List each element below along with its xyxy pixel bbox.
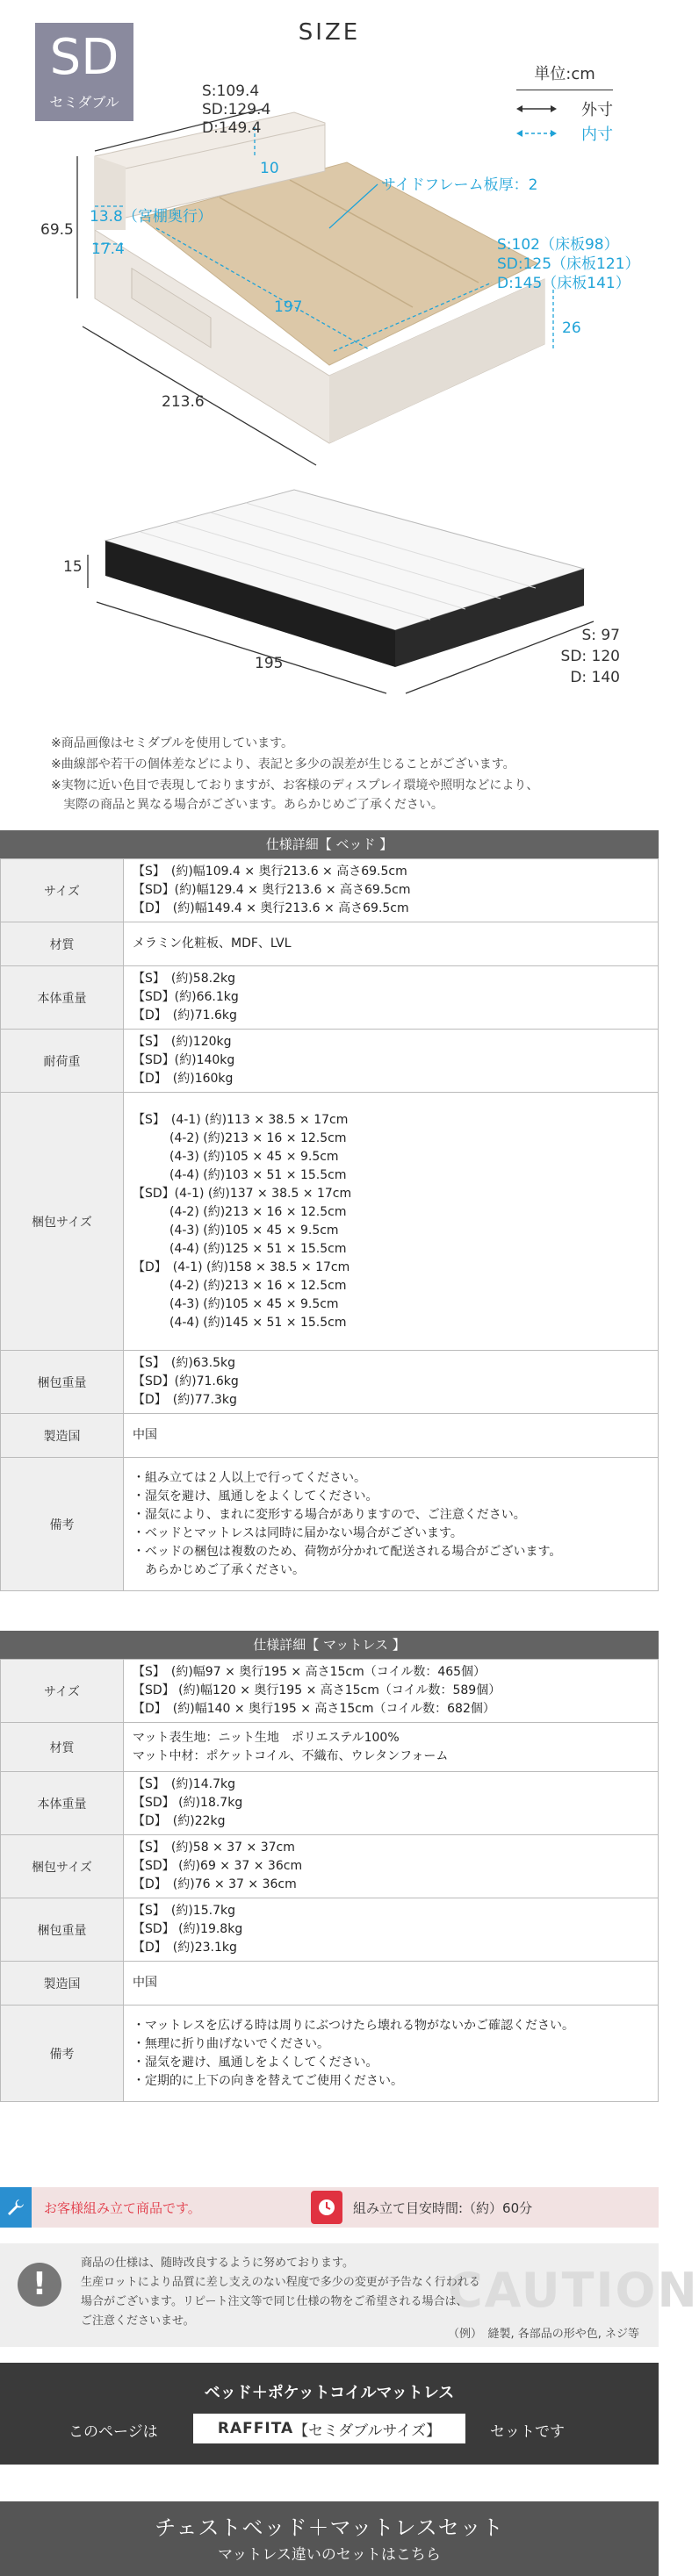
set-band-product [193,2414,465,2443]
spec-value-line: ・湿気を避け、風通しをよくしてください。 [133,1489,378,1503]
spec-row [1,1660,659,1723]
shelf-depth-dim: 13.8（宮棚奥行） [90,208,213,226]
spec-value-line: 【D】 (約)160kg [133,1072,234,1086]
unit-label: 単位:cm [516,61,613,90]
spec-value-line: 【S】 (約)幅97 × 奥行195 × 高さ15cm（コイル数：465個） [133,1665,486,1679]
spec-value-line: 【D】 (約)76 × 37 × 36cm [133,1877,297,1891]
spec-row [1,2006,659,2102]
caution-box [0,2243,699,2347]
spec-value [124,1723,659,1772]
spec-key: 製造国 [1,1962,124,2006]
spec-value-line: 【D】 (約)77.3kg [133,1393,237,1407]
spec-value [124,1660,659,1723]
spec-value [124,1458,659,1591]
spec-value-line: 【D】 (約)22kg [133,1814,226,1828]
mattress-spec-heading: 仕様詳細【 マットレス 】 [0,1631,659,1659]
spec-value [124,1414,659,1458]
spec-value-line: 【D】 (約)幅140 × 奥行195 × 高さ15cm（コイル数：682個） [133,1702,495,1716]
spec-value [124,1351,659,1414]
spec-row [1,966,659,1030]
spec-key: 梱包重量 [1,1351,124,1414]
spec-key: 梱包サイズ [1,1093,124,1351]
spec-value-line: 【SD】(約)71.6kg [133,1374,239,1388]
spec-value-line: 【S】 (約)58.2kg [133,972,235,986]
exclamation-icon: ! [18,2263,61,2307]
spec-value-line: (4-2) (約)213 × 16 × 12.5cm [133,1130,347,1145]
spec-value-line: 【D】 (約)幅149.4 × 奥行213.6 × 高さ69.5cm [133,901,409,915]
spec-value-line: メラミン化粧板、MDF、LVL [133,936,292,951]
spec-value-line: 【SD】(4-1) (約)137 × 38.5 × 17cm [133,1186,352,1201]
mattress-length-dim: 195 [255,655,284,672]
set-band [0,2363,659,2465]
spec-row [1,1093,659,1351]
size-badge-code: SD [49,29,119,86]
spec-value-line: 【S】 (4-1) (約)113 × 38.5 × 17cm [133,1112,349,1127]
spec-value-line: 【D】 (約)71.6kg [133,1008,237,1023]
spec-value-line: 【SD】 (約)18.7kg [133,1796,243,1810]
spec-value [124,1772,659,1835]
spec-key: 梱包重量 [1,1898,124,1962]
bed-length-dim: 213.6 [162,393,205,411]
spec-value-line: 【SD】(約)幅129.4 × 奥行213.6 × 高さ69.5cm [133,883,411,897]
spec-row [1,1898,659,1962]
spec-value [124,922,659,966]
spec-row [1,1962,659,2006]
spec-value-line: 【SD】 (約)19.8kg [133,1922,243,1936]
spec-value-line: ・無理に折り曲げないでください。 [133,2036,329,2051]
spec-value-line: 【S】 (約)58 × 37 × 37cm [133,1841,295,1855]
spec-value-line: 【SD】 (約)幅120 × 奥行195 × 高さ15cm（コイル数：589個） [133,1683,501,1697]
spec-value-line: あらかじめご了承ください。 [133,1562,305,1577]
set-band-prefix: このページは [68,2423,158,2441]
spec-value-line: ・ベッドとマットレスは同時に届かない場合がございます。 [133,1525,463,1540]
wrench-icon [0,2187,32,2228]
clock-icon [311,2191,342,2224]
headboard-depth-dim: 10 [260,160,279,177]
spec-value [124,1962,659,2006]
spec-value-line: (4-4) (約)145 × 51 × 15.5cm [133,1315,347,1330]
caution-footnote: （例） 縫製, 各部品の形や色, ネジ等 [447,2328,639,2341]
set-band-title: ベッド＋ポケットコイルマットレス [204,2384,455,2402]
side-frame-dim: サイドフレーム板厚：2 [381,176,538,194]
mattress-spec-table [0,1659,659,2102]
inner-label: 内寸 [581,126,613,144]
floor-height-dim: 26 [562,319,581,337]
spec-value-line: (4-3) (約)105 × 45 × 9.5cm [133,1223,339,1238]
spec-row [1,1835,659,1898]
bed-spec-table [0,858,659,1591]
spec-row [1,1351,659,1414]
spec-value-line: マット表生地：ニット生地 ポリエステル100% [133,1730,400,1745]
spec-key: 本体重量 [1,966,124,1030]
note-line: ※実物に近い色目で表現しておりますが、お客様のディスプレイ環境や照明などにより、 [51,779,539,793]
spec-value [124,2006,659,2102]
headboard-height-dim: 17.4 [91,240,125,258]
spec-value-line: 【SD】 (約)69 × 37 × 36cm [133,1859,303,1873]
spec-value-line: 【S】 (約)120kg [133,1035,232,1049]
spec-value-line: ・湿気を避け、風通しをよくしてください。 [133,2055,378,2070]
bed-illustration [0,0,659,728]
bottom-band-subtitle: マットレス違いのセットはこちら [218,2546,441,2564]
spec-row [1,859,659,922]
spec-value-line: 中国 [133,1428,157,1442]
spec-key: サイズ [1,1660,124,1723]
note-line: ※曲線部や若干の個体差などにより、表記と多少の誤差が生じることがございます。 [51,757,515,771]
spec-value-line: 【S】 (約)幅109.4 × 奥行213.6 × 高さ69.5cm [133,865,407,879]
spec-value [124,1898,659,1962]
caution-text: 商品の仕様は、随時改良するように努めております。 生産ロットにより品質に差し支えのない程度で多少の変更が予告なく行われる 場合がございます。リピート注文等で同じ仕様の物をご希望される場合は、 ご注意くださいませ。 [81,2257,480,2328]
size-diagram [0,0,659,728]
spec-row [1,1030,659,1093]
spec-value-line: (4-3) (約)105 × 45 × 9.5cm [133,1149,339,1164]
mattress-thickness-dim: 15 [63,558,83,576]
bottom-band-title: チェストベッド＋マットレスセット [155,2515,504,2540]
spec-value-line: 【S】 (約)63.5kg [133,1356,235,1370]
bed-width-dims: S:109.4 SD:129.4 D:149.4 [202,83,271,137]
bed-spec-heading: 仕様詳細【 ベッド 】 [0,830,659,858]
spec-key: 製造国 [1,1414,124,1458]
spec-value-line: (4-4) (約)125 × 51 × 15.5cm [133,1241,347,1256]
spec-key: 本体重量 [1,1772,124,1835]
set-band-variant: 【セミダブルサイズ】 [293,2422,442,2440]
spec-value-line: 【D】 (4-1) (約)158 × 38.5 × 17cm [133,1259,350,1274]
spec-value-line: ・組み立ては２人以上で行ってください。 [133,1470,366,1485]
caution-watermark: CAUTION [448,2263,699,2318]
assembly-required-text: お客様組み立て商品です。 [44,2200,201,2216]
spec-key: 材質 [1,1723,124,1772]
spec-row [1,1414,659,1458]
spec-value-line: ・ベッドの梱包は複数のため、荷物が分かれて配送される場合がございます。 [133,1544,562,1559]
spec-key: 梱包サイズ [1,1835,124,1898]
note-line: ※商品画像はセミダブルを使用しています。 [51,736,294,750]
spec-value [124,859,659,922]
spec-value-line: (4-3) (約)105 × 45 × 9.5cm [133,1296,339,1311]
spec-value-line: 【D】 (約)23.1kg [133,1941,237,1955]
spec-row [1,1458,659,1591]
spec-key: サイズ [1,859,124,922]
assembly-time-text: 組み立て目安時間:（約）60分 [353,2200,533,2216]
spec-value-line: 【S】 (約)14.7kg [133,1777,235,1791]
note-line: 実際の商品と異なる場合がございます。あらかじめご了承ください。 [51,798,443,812]
mattress-set-link[interactable] [0,2501,659,2576]
spec-value-line: (4-2) (約)213 × 16 × 12.5cm [133,1278,347,1293]
bed-height-dim: 69.5 [40,221,74,239]
spec-key: 耐荷重 [1,1030,124,1093]
page-title: SIZE [298,19,361,46]
brand-logo: RAFFITA [217,2420,294,2437]
spec-value-line: ・マットレスを広げる時は周りにぶつけたら壊れる物がないかご確認ください。 [133,2018,575,2033]
spec-value-line: マット中材：ポケットコイル、不織布、ウレタンフォーム [133,1748,449,1763]
spec-key: 材質 [1,922,124,966]
spec-value-line: ・湿気により、まれに変形する場合がありますので、ご注意ください。 [133,1507,526,1522]
spec-value-line: 【S】 (約)15.7kg [133,1904,235,1918]
size-badge-label: セミダブル [49,94,119,111]
spec-value [124,1093,659,1351]
mattress-width-dims: S: 97 SD: 120 D: 140 [560,627,620,686]
spec-value-line: 中国 [133,1976,157,1990]
inner-width-dims: S:102（床板98） SD:125（床板121） D:145（床板141） [497,236,640,292]
spec-row [1,1723,659,1772]
set-band-suffix: セットです [490,2423,565,2441]
spec-value-line: ・定期的に上下の向きを替えてご使用ください。 [133,2073,403,2088]
outer-label: 外寸 [581,101,613,119]
spec-row [1,922,659,966]
assembly-strip [0,2187,659,2228]
spec-value-line: 【SD】(約)66.1kg [133,990,239,1004]
spec-value [124,1835,659,1898]
spec-key: 備考 [1,2006,124,2102]
spec-value-line: 【SD】(約)140kg [133,1053,235,1067]
spec-value-line: (4-4) (約)103 × 51 × 15.5cm [133,1167,347,1182]
spec-value [124,1030,659,1093]
spec-row [1,1772,659,1835]
spec-value-line: (4-2) (約)213 × 16 × 12.5cm [133,1204,347,1219]
spec-key: 備考 [1,1458,124,1591]
inner-length-dim: 197 [274,298,303,316]
spec-value [124,966,659,1030]
